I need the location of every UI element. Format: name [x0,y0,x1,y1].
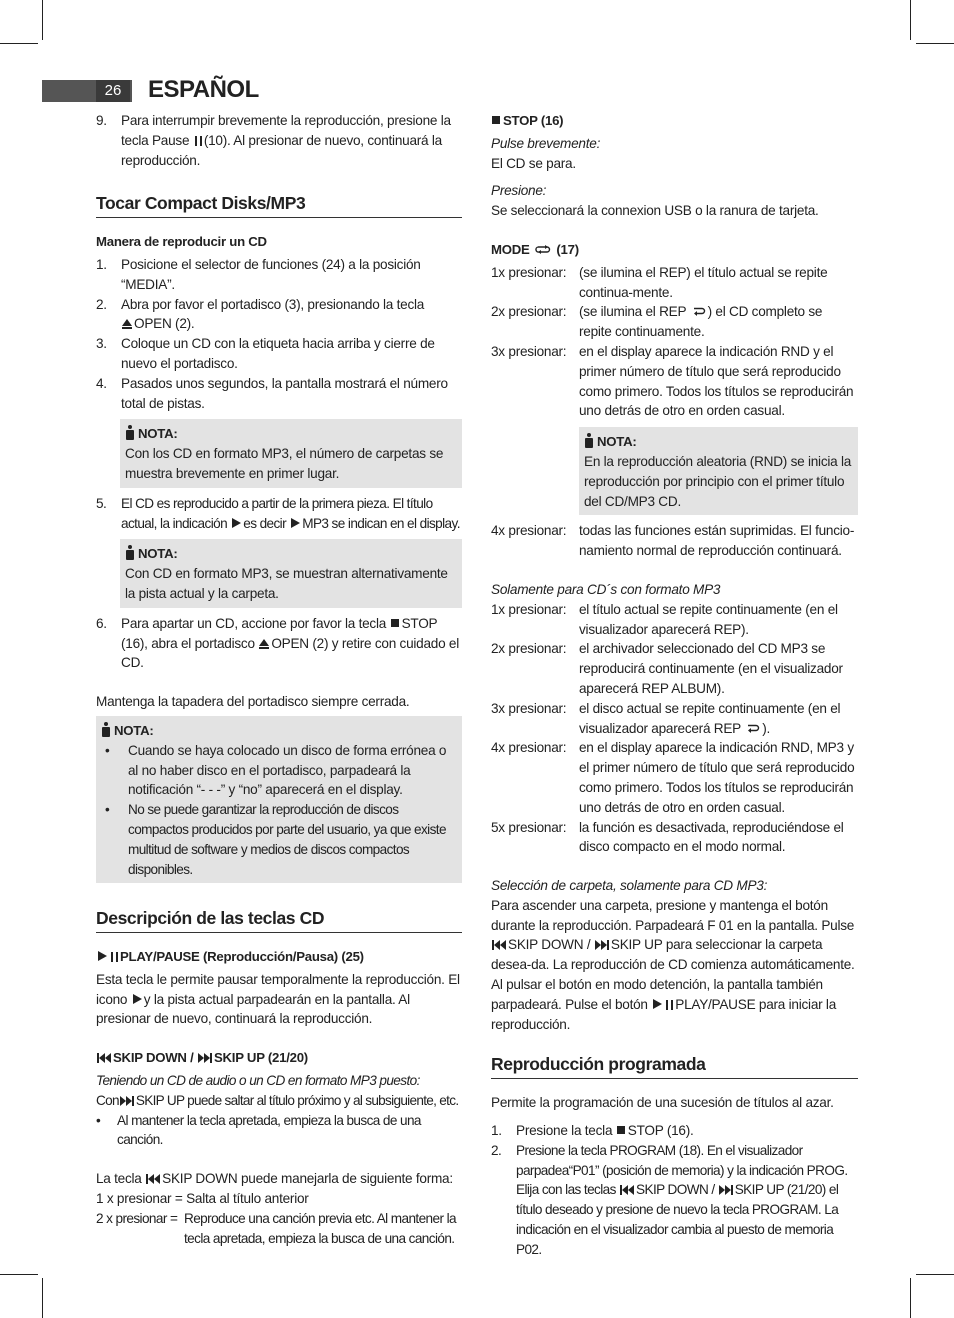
paragraph: Para ascender una carpeta, presione y mantenga el botón durante la reproducción. Parpadeará F 01 en la pantalla. Pulse SKIP DOWN / SKIP UP para seleccionar la carpeta desea-da. La reproducción de CD comienza automáticamente. Al pulsar el botón en modo detención, la pantalla también parpadeará. Pulse el botón PLAY/PAUSE para iniciar la reproducción. [491,897,855,1032]
stop-icon [492,116,500,124]
subheading: PLAY/PAUSE (Reproducción/Pausa) (25) [96,947,462,967]
stop-icon [391,619,399,627]
play-icon [98,951,107,961]
paragraph: Con SKIP UP puede saltar al título próximo y al subsiguiente, etc. [96,1092,459,1108]
subheading: MODE (17) [491,241,579,257]
crop-mark [916,1274,954,1275]
skip-forward-icon [120,1096,134,1106]
crop-mark [916,43,954,44]
mode-row: 5x presionar: la función es desactivada, reproduciéndose el disco compacto en el modo normal. [491,819,844,855]
subheading: STOP (16) [491,111,858,131]
repeat-icon [535,245,551,254]
italic-line: Teniendo un CD de audio o un CD en formato MP3 puesto: [96,1073,420,1089]
paragraph: Mantenga la tapadera del portadisco siempre cerrada. [96,694,410,710]
mode-row: 2x presionar: el archivador seleccionado del CD MP3 se reproducirá continuamente (en el visualizador aparecerá REP ALBUM). [491,641,843,696]
list-item: 6. Para apartar un CD, accione por favor la tecla STOP (16), abra el portadisco OPEN (2) y retire con cuidado el CD. [96,615,460,671]
play-icon [653,999,662,1009]
info-icon [125,545,135,560]
skip-forward-icon [595,940,609,950]
stop-icon [617,1126,625,1134]
skip-back-icon [97,1053,111,1063]
mode-row: 3x presionar: el disco actual se repite continuamente (en el visualizador aparecerá REP ). [491,700,841,736]
mode-row: 4x presionar: en el display aparece la indicación RND, MP3 y el primer número de título que será reproducido como primero. Todos los títulos se reproducirán uno detrás de otro en orden casual. [491,740,855,815]
note-box: NOTA: En la reproducción aleatoria (RND) se inicia la reproducción por principio con el primer título del CD/MP3 CD. [579,427,858,515]
bullet-item: • Cuando se haya colocado un disco de forma errónea o al no haber disco en el portadisco, parpadeará la notificación “- - -” y “no” aparecerá en el display. [105,742,447,798]
crop-mark [910,1278,911,1318]
info-icon [584,433,594,448]
mode-row: 2x presionar: (se ilumina el REP ) el CD completo se repite continuamente. [491,304,823,340]
mode-row: 1x presionar: (se ilumina el REP) el título actual se repite continua-mente. [491,264,828,300]
skip-forward-icon [719,1185,733,1195]
crop-mark [0,1274,38,1275]
crop-mark [42,1278,43,1318]
section-heading: Descripción de las teclas CD [96,909,462,933]
crop-mark [42,0,43,40]
crop-mark [0,43,38,44]
repeat-all-icon [692,307,706,316]
eject-icon [122,319,132,328]
list-item: 1. Presione la tecla STOP (16). [491,1123,694,1139]
list-item: 1. Posicione el selector de funciones (24) a la posición “MEDIA”. [96,256,421,292]
subheading: SKIP DOWN / SKIP UP (21/20) [96,1048,462,1068]
crop-mark [910,0,911,40]
skip-forward-icon [198,1053,212,1063]
pause-icon [111,952,118,962]
italic-line: Selección de carpeta, solamente para CD MP3: [491,878,768,894]
mode-row: 4x presionar: todas las funciones están suprimidas. El funcio-namiento normal de reproducción continuará. [491,523,855,559]
list-item: 2. Presione la tecla PROGRAM (18). En el visualizador parpadea“P01” (posición de memoria) y la indicación PROG. Elija con las teclas SKIP DOWN / SKIP UP (21/20) el título deseado y presione de nuevo la tecla PROGRAM. La indicación en el visualizador cambia al puesto de memoria P02. [491,1142,848,1257]
skip-back-icon [146,1174,160,1184]
list-item: 3. Coloque un CD con la etiqueta hacia arriba y cierre de nuevo el portadisco. [96,336,435,371]
eject-icon [259,639,269,648]
list-item: 4. Pasados unos segundos, la pantalla mostrará el número total de pistas. [96,375,448,411]
bullet-item: • No se puede garantizar la reproducción de discos compactos producidos por parte del usuario, ya que existe multitud de software y medios de discos compactos disponibles. [105,802,446,877]
list-item: 9. Para interrumpir brevemente la reproducción, presione la tecla Pause (10). Al presionar de nuevo, continuará la reproducción. [96,113,451,168]
left-column [96,111,462,1248]
note-box: NOTA: Con los CD en formato MP3, el número de carpetas se muestra brevemente en primer lugar. [120,419,462,487]
italic-line: Pulse brevemente: [491,135,601,151]
paragraph: Esta tecla le permite pausar temporalmente la reproducción. El icono y la pista actual parpadearán en la pantalla. Al presionar de nuevo, continuará la reproducción. [96,971,460,1027]
language-heading: ESPAÑOL [148,76,259,103]
list-item: 2. Abra por favor el portadisco (3), presionando la tecla OPEN (2). [96,296,425,332]
press-row: 1 x presionar = Salta al título anterior [96,1191,309,1207]
subheading: Manera de reproducir un CD [96,234,267,250]
play-icon [232,518,241,528]
bullet-item: • Al mantener la tecla apretada, empieza la busca de una canción. [96,1112,421,1148]
info-icon [101,722,111,737]
section-heading: Tocar Compact Disks/MP3 [96,194,462,218]
paragraph: Permite la programación de una sucesión de títulos al azar. [491,1095,834,1111]
italic-line: Solamente para CD´s con formato MP3 [491,581,721,597]
paragraph: El CD se para. [491,155,576,171]
page-number: 26 [96,80,130,102]
repeat-all-icon [746,724,760,733]
play-icon [291,518,300,528]
skip-back-icon [620,1185,634,1195]
pause-icon [195,136,202,146]
list-item: 5. El CD es reproducido a partir de la primera pieza. El título actual, la indicación es decir MP3 se indican en el display. [96,495,460,531]
mode-row: 3x presionar: en el display aparece la indicación RND y el primer número de título que será reproducido como primero. Todos los títulos se reproducirán uno detrás de otro en orden casual. [491,343,854,419]
pause-icon [666,1000,673,1010]
info-icon [125,425,135,440]
paragraph: Se seleccionará la connexion USB o la ranura de tarjeta. [491,203,819,219]
section-heading: Reproducción programada [491,1055,858,1079]
paragraph: La tecla SKIP DOWN puede manejarla de siguiente forma: [96,1171,453,1187]
mode-row: 1x presionar: el título actual se repite continuamente (en el visualizador aparecerá REP). [491,601,838,637]
note-box: NOTA: • Cuando se haya colocado un disco de forma errónea o al no haber disco en el portadisco, parpadeará la notificación “- - -” y “no” aparecerá en el display. • No se puede garantizar la reproducción de discos compactos producidos por parte del usuario, ya que existe multitud de software y medios de discos compactos disponibles. [96,716,462,883]
play-icon [133,994,142,1004]
right-column [491,111,858,1260]
skip-back-icon [492,940,506,950]
italic-line: Presione: [491,183,547,199]
note-box: NOTA: Con CD en formato MP3, se muestran alternativamente la pista actual y la carpeta. [120,539,462,607]
press-row: 2 x presionar = Reproduce una canción previa etc. Al mantener la tecla apretada, empieza la busca de una canción. [96,1210,456,1246]
